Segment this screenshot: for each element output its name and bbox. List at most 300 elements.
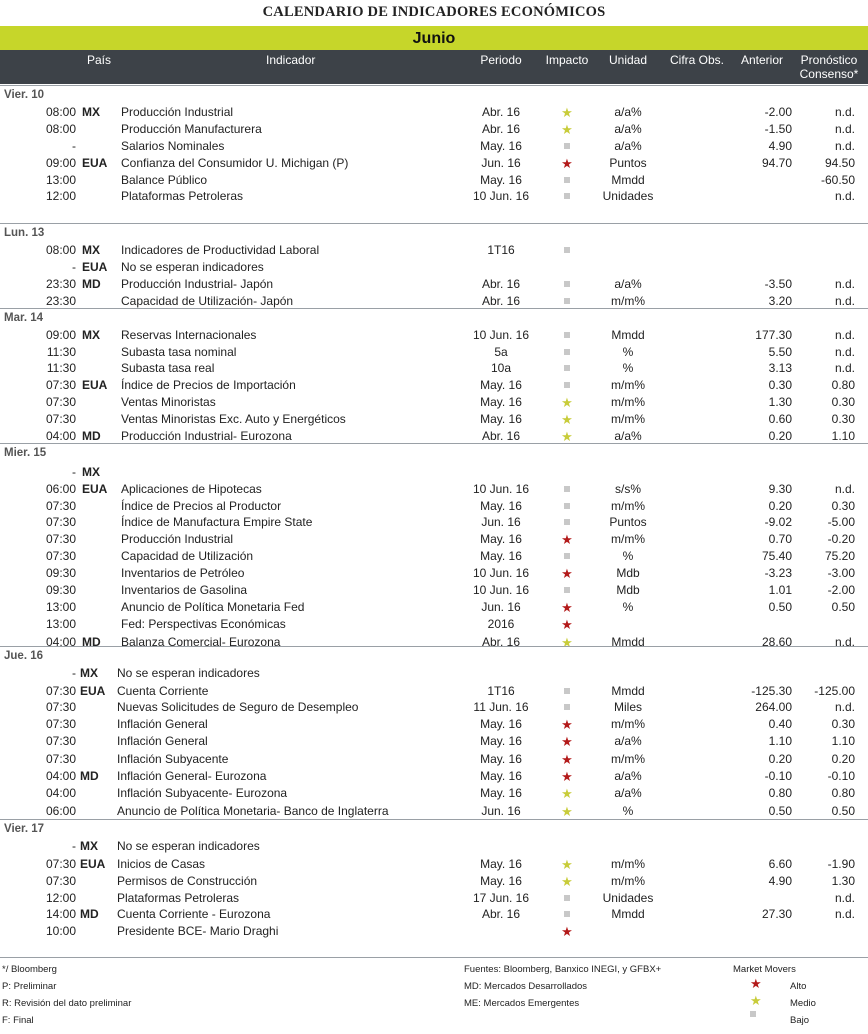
row-unit: a/a% bbox=[614, 139, 642, 153]
row-indicator: Presidente BCE- Mario Draghi bbox=[117, 924, 279, 938]
row-impact bbox=[555, 716, 579, 734]
square-bajo-icon bbox=[564, 382, 570, 388]
row-previous: 1.01 bbox=[768, 583, 792, 597]
row-impact bbox=[555, 498, 579, 515]
row-time: 07:30 bbox=[45, 515, 76, 529]
row-forecast: n.d. bbox=[834, 294, 855, 308]
table-row bbox=[0, 803, 868, 820]
star-medio-icon: ★ bbox=[561, 122, 573, 137]
row-forecast: -5.00 bbox=[827, 515, 855, 529]
row-time: 14:00 bbox=[45, 907, 76, 921]
row-time: - bbox=[72, 839, 76, 853]
square-bajo-icon bbox=[564, 587, 570, 593]
row-forecast: 0.30 bbox=[831, 395, 855, 409]
row-indicator: Producción Manufacturera bbox=[121, 122, 262, 136]
row-unit: Mdb bbox=[616, 566, 640, 580]
table-row bbox=[0, 514, 868, 531]
row-period: 5a bbox=[494, 345, 508, 359]
row-time: 23:30 bbox=[45, 277, 76, 291]
square-bajo-icon bbox=[564, 247, 570, 253]
row-forecast: 75.20 bbox=[824, 549, 855, 563]
row-period: May. 16 bbox=[480, 874, 522, 888]
row-previous: 6.60 bbox=[768, 857, 792, 871]
row-time: 10:00 bbox=[45, 924, 76, 938]
star-alto-icon: ★ bbox=[561, 566, 573, 581]
table-row bbox=[0, 344, 868, 361]
row-impact bbox=[555, 856, 579, 874]
day-label: Mier. 15 bbox=[4, 447, 47, 459]
row-previous: 0.20 bbox=[768, 752, 792, 766]
row-previous: 27.30 bbox=[761, 907, 792, 921]
row-previous: 0.20 bbox=[768, 499, 792, 513]
row-time: 04:00 bbox=[45, 429, 76, 443]
day-divider bbox=[0, 223, 868, 224]
day-row bbox=[0, 821, 868, 838]
table-row bbox=[0, 665, 868, 682]
row-indicator: Producción Industrial bbox=[121, 105, 234, 119]
row-impact bbox=[555, 923, 579, 941]
row-period: 17 Jun. 16 bbox=[472, 891, 530, 905]
row-previous: 177.30 bbox=[755, 328, 792, 342]
legend-icon bbox=[750, 1010, 756, 1021]
row-impact bbox=[555, 785, 579, 803]
star-alto-icon: ★ bbox=[561, 752, 573, 767]
row-period: 10a bbox=[490, 361, 512, 375]
row-indicator: Fed: Perspectivas Económicas bbox=[121, 617, 286, 631]
row-forecast: 0.20 bbox=[831, 752, 855, 766]
row-previous: -0.10 bbox=[764, 769, 792, 783]
header-pais: País bbox=[87, 53, 112, 67]
row-unit: m/m% bbox=[611, 294, 645, 308]
row-time: - bbox=[72, 666, 76, 680]
table-row bbox=[0, 873, 868, 890]
table-row bbox=[0, 360, 868, 377]
row-previous: -1.50 bbox=[764, 122, 792, 136]
row-period: 1T16 bbox=[487, 243, 515, 257]
row-impact bbox=[555, 242, 579, 259]
row-indicator: Cuenta Corriente - Eurozona bbox=[117, 907, 271, 921]
row-unit: % bbox=[622, 361, 634, 375]
row-time: 06:00 bbox=[45, 482, 76, 496]
star-alto-icon: ★ bbox=[561, 769, 573, 784]
row-period: May. 16 bbox=[480, 395, 522, 409]
row-indicator: Anuncio de Política Monetaria- Banco de Inglaterra bbox=[117, 804, 389, 818]
row-period: 10 Jun. 16 bbox=[472, 328, 530, 342]
table-row bbox=[0, 548, 868, 565]
row-previous: -9.02 bbox=[764, 515, 792, 529]
row-time: 23:30 bbox=[45, 294, 76, 308]
row-time: 09:00 bbox=[45, 156, 76, 170]
row-previous: 28.60 bbox=[761, 635, 792, 649]
row-impact bbox=[555, 906, 579, 923]
row-country: MD bbox=[80, 769, 99, 783]
row-time: 12:00 bbox=[45, 189, 76, 203]
row-impact bbox=[555, 751, 579, 769]
day-label: Vier. 10 bbox=[4, 89, 45, 101]
row-indicator: Inicios de Casas bbox=[117, 857, 206, 871]
row-forecast: 0.50 bbox=[831, 804, 855, 818]
row-indicator: Inventarios de Gasolina bbox=[121, 583, 248, 597]
row-unit: a/a% bbox=[614, 429, 642, 443]
row-forecast: 1.10 bbox=[831, 734, 855, 748]
header-anterior: Anterior bbox=[740, 53, 784, 67]
day-label: Mar. 14 bbox=[4, 312, 43, 324]
square-bajo-icon bbox=[564, 688, 570, 694]
footer-note: F: Final bbox=[2, 1015, 34, 1026]
square-bajo-icon bbox=[564, 486, 570, 492]
row-unit: Mmdd bbox=[611, 635, 645, 649]
table-row bbox=[0, 138, 868, 155]
row-indicator: Plataformas Petroleras bbox=[117, 891, 240, 905]
row-previous: 3.13 bbox=[768, 361, 792, 375]
row-forecast: -60.50 bbox=[820, 173, 855, 187]
table-row bbox=[0, 259, 868, 276]
row-period: May. 16 bbox=[480, 499, 522, 513]
row-country: MX bbox=[82, 243, 100, 257]
square-bajo-icon bbox=[564, 503, 570, 509]
row-forecast: n.d. bbox=[834, 891, 855, 905]
row-time: 04:00 bbox=[45, 769, 76, 783]
row-country: EUA bbox=[82, 156, 108, 170]
row-forecast: -2.00 bbox=[827, 583, 855, 597]
row-forecast: -125.00 bbox=[814, 684, 855, 698]
row-period: Abr. 16 bbox=[481, 277, 521, 291]
row-previous: 3.20 bbox=[768, 294, 792, 308]
row-impact bbox=[555, 548, 579, 565]
star-medio-icon: ★ bbox=[561, 804, 573, 819]
header-impacto: Impacto bbox=[545, 53, 589, 67]
row-previous: 4.90 bbox=[768, 139, 792, 153]
row-impact bbox=[555, 327, 579, 344]
legend-label: Alto bbox=[790, 981, 807, 992]
row-forecast: -0.10 bbox=[827, 769, 855, 783]
row-indicator: Producción Industrial- Japón bbox=[121, 277, 274, 291]
row-forecast: n.d. bbox=[834, 189, 855, 203]
row-forecast: n.d. bbox=[834, 122, 855, 136]
row-indicator: Confianza del Consumidor U. Michigan (P) bbox=[121, 156, 349, 170]
row-indicator: Índice de Precios al Productor bbox=[121, 499, 282, 513]
table-row bbox=[0, 906, 868, 923]
row-unit: % bbox=[622, 804, 634, 818]
day-label: Vier. 17 bbox=[4, 823, 45, 835]
row-unit: % bbox=[622, 345, 634, 359]
row-forecast: 0.30 bbox=[831, 499, 855, 513]
table-row bbox=[0, 155, 868, 172]
row-previous: 0.30 bbox=[768, 378, 792, 392]
row-previous: 4.90 bbox=[768, 874, 792, 888]
header-periodo: Periodo bbox=[480, 53, 522, 67]
row-time: 07:30 bbox=[45, 549, 76, 563]
table-row bbox=[0, 582, 868, 599]
table-row bbox=[0, 104, 868, 121]
row-indicator: Ventas Minoristas Exc. Auto y Energéticos bbox=[121, 412, 346, 426]
row-forecast: 0.30 bbox=[831, 717, 855, 731]
row-time: 08:00 bbox=[45, 243, 76, 257]
square-bajo-icon bbox=[564, 895, 570, 901]
row-country: MX bbox=[80, 666, 98, 680]
row-impact bbox=[555, 599, 579, 617]
star-medio-icon: ★ bbox=[561, 429, 573, 444]
row-indicator: Balanza Comercial- Eurozona bbox=[121, 635, 281, 649]
row-period: 1T16 bbox=[487, 684, 515, 698]
table-row bbox=[0, 785, 868, 802]
day-divider bbox=[0, 308, 868, 309]
row-previous: 0.80 bbox=[768, 786, 792, 800]
footer-source: ME: Mercados Emergentes bbox=[464, 998, 580, 1009]
square-bajo-icon bbox=[564, 332, 570, 338]
row-previous: 0.50 bbox=[768, 600, 792, 614]
row-impact bbox=[555, 699, 579, 716]
header-cifra: Cifra Obs. bbox=[669, 53, 724, 67]
row-previous: 9.30 bbox=[768, 482, 792, 496]
square-bajo-icon bbox=[564, 193, 570, 199]
row-period: May. 16 bbox=[480, 717, 522, 731]
row-forecast: n.d. bbox=[834, 482, 855, 496]
star-medio-icon: ★ bbox=[561, 412, 573, 427]
row-period: May. 16 bbox=[480, 378, 522, 392]
table-row bbox=[0, 188, 868, 205]
row-country: MX bbox=[80, 839, 98, 853]
day-row bbox=[0, 445, 868, 462]
row-country: MX bbox=[82, 465, 100, 479]
row-period: May. 16 bbox=[480, 549, 522, 563]
square-bajo-icon bbox=[564, 365, 570, 371]
star-medio-icon: ★ bbox=[561, 874, 573, 889]
footer-note: */ Bloomberg bbox=[2, 964, 57, 975]
row-forecast: n.d. bbox=[834, 328, 855, 342]
row-time: 07:30 bbox=[45, 499, 76, 513]
row-indicator: Ventas Minoristas bbox=[121, 395, 216, 409]
row-period: 10 Jun. 16 bbox=[472, 482, 530, 496]
day-row bbox=[0, 225, 868, 242]
row-unit: s/s% bbox=[614, 482, 641, 496]
row-forecast: n.d. bbox=[834, 139, 855, 153]
row-impact bbox=[555, 733, 579, 751]
row-indicator: Subasta tasa nominal bbox=[121, 345, 237, 359]
row-indicator: Producción Industrial bbox=[121, 532, 234, 546]
row-impact bbox=[555, 768, 579, 786]
day-row bbox=[0, 648, 868, 665]
square-bajo-icon bbox=[564, 143, 570, 149]
table-row bbox=[0, 531, 868, 548]
row-unit: m/m% bbox=[611, 395, 645, 409]
row-impact bbox=[555, 531, 579, 549]
square-bajo-icon bbox=[564, 281, 570, 287]
row-country: EUA bbox=[80, 857, 106, 871]
row-unit: Puntos bbox=[609, 156, 647, 170]
row-indicator: Inflación General bbox=[117, 734, 208, 748]
row-unit: m/m% bbox=[611, 874, 645, 888]
row-forecast: -1.90 bbox=[827, 857, 855, 871]
footer-divider bbox=[0, 957, 868, 958]
star-alto-icon: ★ bbox=[561, 734, 573, 749]
row-time: 04:00 bbox=[45, 635, 76, 649]
row-period: Abr. 16 bbox=[481, 105, 521, 119]
row-time: 11:30 bbox=[46, 345, 76, 359]
row-forecast: n.d. bbox=[834, 907, 855, 921]
row-time: - bbox=[72, 139, 76, 153]
row-forecast: n.d. bbox=[834, 277, 855, 291]
star-alto-icon: ★ bbox=[561, 924, 573, 939]
row-indicator: Producción Industrial- Eurozona bbox=[121, 429, 292, 443]
row-period: May. 16 bbox=[480, 734, 522, 748]
star-medio-icon: ★ bbox=[561, 105, 573, 120]
row-impact bbox=[555, 344, 579, 361]
legend-label: Bajo bbox=[790, 1015, 810, 1026]
row-impact bbox=[555, 616, 579, 634]
row-time: 07:30 bbox=[45, 752, 76, 766]
row-indicator: Permisos de Construcción bbox=[117, 874, 258, 888]
square-bajo-icon bbox=[564, 349, 570, 355]
row-impact bbox=[555, 138, 579, 155]
square-bajo-icon bbox=[564, 298, 570, 304]
row-time: 07:30 bbox=[45, 412, 76, 426]
row-previous: -3.50 bbox=[764, 277, 792, 291]
header-pronostico: Pronóstico bbox=[800, 53, 858, 67]
row-time: 07:30 bbox=[45, 717, 76, 731]
row-indicator: Capacidad de Utilización bbox=[121, 549, 254, 563]
star-medio-icon: ★ bbox=[561, 786, 573, 801]
row-impact bbox=[555, 890, 579, 907]
row-time: 09:30 bbox=[45, 566, 76, 580]
day-divider bbox=[0, 443, 868, 444]
row-time: 09:30 bbox=[45, 583, 76, 597]
row-period: May. 16 bbox=[480, 139, 522, 153]
table-row bbox=[0, 394, 868, 411]
row-country: MD bbox=[80, 907, 99, 921]
row-forecast: n.d. bbox=[834, 345, 855, 359]
row-impact bbox=[555, 188, 579, 205]
row-indicator: Inflación General- Eurozona bbox=[117, 769, 267, 783]
row-unit: m/m% bbox=[611, 412, 645, 426]
row-time: 11:30 bbox=[46, 361, 76, 375]
square-bajo-icon bbox=[564, 911, 570, 917]
legend-title: Market Movers bbox=[733, 964, 796, 975]
table-row bbox=[0, 411, 868, 428]
row-forecast: -3.00 bbox=[827, 566, 855, 580]
row-unit: m/m% bbox=[611, 378, 645, 392]
row-period: 2016 bbox=[487, 617, 515, 631]
row-unit: Mmdd bbox=[611, 328, 645, 342]
month-banner: Junio bbox=[0, 26, 868, 50]
row-country: MX bbox=[82, 328, 100, 342]
row-forecast: n.d. bbox=[834, 700, 855, 714]
row-time: 13:00 bbox=[45, 173, 76, 187]
row-previous: 94.70 bbox=[761, 156, 792, 170]
page-title: CALENDARIO DE INDICADORES ECONÓMICOS bbox=[262, 4, 606, 20]
star-medio-icon: ★ bbox=[750, 993, 762, 1008]
row-impact bbox=[555, 276, 579, 293]
day-divider bbox=[0, 646, 868, 647]
row-period: May. 16 bbox=[480, 786, 522, 800]
row-previous: -3.23 bbox=[764, 566, 792, 580]
star-medio-icon: ★ bbox=[561, 857, 573, 872]
row-indicator: Nuevas Solicitudes de Seguro de Desempleo bbox=[117, 700, 359, 714]
row-unit: Miles bbox=[613, 700, 642, 714]
row-previous: 0.60 bbox=[768, 412, 792, 426]
square-bajo-icon bbox=[564, 177, 570, 183]
row-impact bbox=[555, 683, 579, 700]
row-time: - bbox=[72, 465, 76, 479]
table-row bbox=[0, 242, 868, 259]
row-country: MD bbox=[82, 277, 101, 291]
row-indicator: Salarios Nominales bbox=[121, 139, 225, 153]
row-time: 08:00 bbox=[45, 105, 76, 119]
row-period: May. 16 bbox=[480, 173, 522, 187]
row-unit: a/a% bbox=[614, 105, 642, 119]
table-row bbox=[0, 121, 868, 138]
row-previous: 75.40 bbox=[761, 549, 792, 563]
row-indicator: Inflación General bbox=[117, 717, 208, 731]
row-previous: 0.20 bbox=[768, 429, 792, 443]
row-forecast: 94.50 bbox=[824, 156, 855, 170]
star-alto-icon: ★ bbox=[561, 156, 573, 171]
row-period: Abr. 16 bbox=[481, 122, 521, 136]
row-previous: 1.30 bbox=[768, 395, 792, 409]
row-unit: Mmdd bbox=[611, 907, 645, 921]
table-row bbox=[0, 327, 868, 344]
row-previous: -125.30 bbox=[751, 684, 792, 698]
row-impact bbox=[555, 121, 579, 139]
row-period: May. 16 bbox=[480, 412, 522, 426]
table-row bbox=[0, 838, 868, 855]
row-unit: Mmdd bbox=[611, 684, 645, 698]
row-period: Abr. 16 bbox=[481, 907, 521, 921]
table-row bbox=[0, 464, 868, 481]
footer-source: MD: Mercados Desarrollados bbox=[464, 981, 588, 992]
row-previous: 0.40 bbox=[768, 717, 792, 731]
row-time: 07:30 bbox=[45, 874, 76, 888]
table-row bbox=[0, 890, 868, 907]
row-period: May. 16 bbox=[480, 769, 522, 783]
row-unit: m/m% bbox=[611, 499, 645, 513]
row-impact bbox=[555, 565, 579, 583]
row-impact bbox=[555, 172, 579, 189]
row-unit: Unidades bbox=[602, 891, 654, 905]
row-time: 07:30 bbox=[45, 395, 76, 409]
row-impact bbox=[555, 514, 579, 531]
row-period: 10 Jun. 16 bbox=[472, 566, 530, 580]
square-bajo-icon bbox=[564, 704, 570, 710]
row-period: Jun. 16 bbox=[481, 804, 521, 818]
row-forecast: n.d. bbox=[834, 361, 855, 375]
row-indicator: Inventarios de Petróleo bbox=[121, 566, 245, 580]
row-period: May. 16 bbox=[480, 532, 522, 546]
row-time: 07:30 bbox=[45, 857, 76, 871]
star-alto-icon: ★ bbox=[750, 976, 762, 991]
table-row bbox=[0, 923, 868, 940]
day-label: Lun. 13 bbox=[4, 227, 45, 239]
row-time: 04:00 bbox=[45, 786, 76, 800]
row-indicator: Indicadores de Productividad Laboral bbox=[121, 243, 320, 257]
row-period: Abr. 16 bbox=[481, 429, 521, 443]
row-forecast: n.d. bbox=[834, 105, 855, 119]
row-country: EUA bbox=[80, 684, 106, 698]
row-country: EUA bbox=[82, 482, 108, 496]
legend-label: Medio bbox=[790, 998, 816, 1009]
row-indicator: No se esperan indicadores bbox=[121, 260, 264, 274]
star-alto-icon: ★ bbox=[561, 617, 573, 632]
footer-note: P: Preliminar bbox=[2, 981, 57, 992]
row-unit: Mmdd bbox=[611, 173, 645, 187]
header-consenso: Consenso* bbox=[799, 67, 859, 81]
row-indicator: Aplicaciones de Hipotecas bbox=[121, 482, 262, 496]
row-period: Abr. 16 bbox=[481, 635, 521, 649]
row-impact bbox=[555, 411, 579, 429]
table-row bbox=[0, 565, 868, 582]
day-divider bbox=[0, 85, 868, 86]
row-time: 09:00 bbox=[45, 328, 76, 342]
